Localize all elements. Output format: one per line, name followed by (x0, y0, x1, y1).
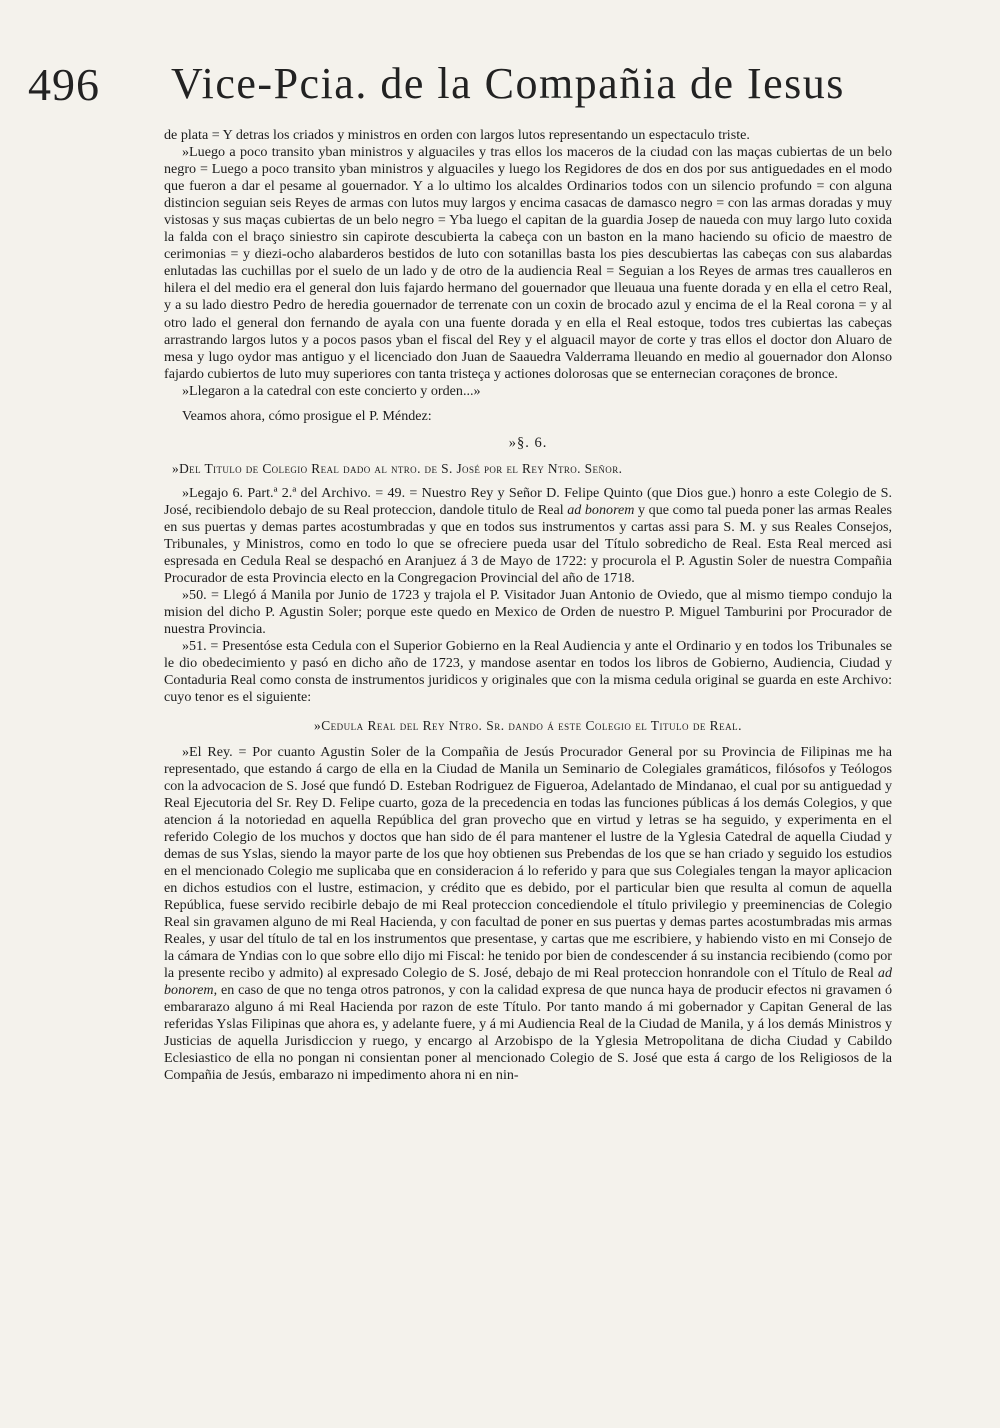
cedula-heading: »Cedula Real del Rey Ntro. Sr. dando á este Colegio el Titulo de Real. (314, 717, 742, 733)
paragraph-continuation: de plata = Y detras los criados y ministros en orden con largos lutos representando un espectaculo triste. (164, 127, 750, 143)
running-title: Vice-Pcia. de la Compañia de Iesus (171, 59, 845, 108)
paragraph-50: »50. = Llegó á Manila por Junio de 1723 y trajola el P. Visitador Juan Antonio de Oviedo, que al mismo tiempo condujo la mision del dicho P. Agustin Soler; porque este quedo en Mexico de Orden de nuestro P. Miguel Tamburini por Procurador de nuestra Provincia. (164, 587, 892, 638)
page-header (28, 58, 928, 128)
paragraph-legajo (164, 485, 892, 587)
section-heading: »Del Titulo de Colegio Real dado al ntro. de S. José por el Rey Ntro. Señor. (172, 460, 623, 476)
paragraph-legajo-text-b: y que como tal pueda poner las armas Reales en sus puertas y demas partes acostumbradas y que en todos sus instrumentos y cartas assi para S. M. y sus Reales Consejos, Tribunales, y Ministros, como en todo lo que se ofreciere pueda usar del Título sobredicho de Real. Esta Real merced asi espresada en Cedula Real se despachó en Aranjuez á 3 de Mayo de 1722: y procurola el P. Agustin Soler de nuestra Compañia Procurador de esta Provincia electo en la Congregacion Provincial del año de 1718. (164, 501, 892, 587)
section-mark: »§. 6. (508, 434, 548, 451)
paragraph-cedula-text-a: »El Rey. = Por cuanto Agustin Soler de la Compañia de Jesús Procurador General por su Provincia de Filipinas me ha representado, que estando á cargo de ella en la Ciudad de Manila un Seminario de Colegiales gramáticos, filósofos y Teólogos con la advocacion de S. José que fundó D. Esteban Rodriguez de Figueroa, Adelantado de Mindanao, el cual por su antiguedad y Real Ejecutoria del Sr. Rey D. Felipe cuarto, goza de la precedencia en todas las funciones públicas á los demás Colegios, y que atencion á la notoriedad en aquella República del gran provecho que en virtud y letras se ha seguido, y experimenta en el referido Colegio de los muchos y doctos que han sido de él para mantener el lustre de la Yglesia Catedral de aquella Ciudad y demas de sus Yslas, siendo la mayor parte de los que hoy obtienen sus Prebendas de los que se han criado y seguido los estudios en el mencionado Colegio me suplicaba que en consideracion á lo referido y para que sus Colegiales tengan la mayor aplicacion en dichos estudios con el lustre, estimacion, y crédito que es debido, por el particular bien que resulta al comun de aquella República, fuese servido recibirle debajo de mi Real proteccion concediendole el título privilegio y preeminencias de Colegio Real sin gravamen alguno de mi Real Hacienda, y con facultad de poner en sus puertas y demas partes acostumbradas mis armas Reales, y usar del título de tal en los instrumentos que presentase, y cartas que me escribiere, y habiendo visto en mi Consejo de la cámara de Yndias con lo que sobre ello dijo mi Fiscal: he tenido por bien de condescender á su instancia recibiendo (como por la presente recibo y admito) al expresado Colegio de S. José, debajo de mi Real proteccion honrandole con el Título de Real (164, 743, 892, 982)
paragraph-mendez-intro: Veamos ahora, cómo prosigue el P. Méndez: (182, 407, 432, 424)
paragraph-cedula-text-b: , en caso de que no tenga otros patronos, y con la calidad expresa de que nunca haya de producir efectos ni gravamen ó embararazo alguno á mi Real Hacienda por razon de este Título. Por tanto mando á mi gobernador y Capitan General de las referidas Yslas Filipinas que ahora es, y adelante fuere, y á mi Audiencia Real de la Ciudad de Manila, y á los demás Ministros y Justicias de aquella Jurisdiccion y ruego, y encargo al Arzobispo de la Yglesia Metropolitana de dicha Ciudad y Cabildo Eclesiastico de ella no pongan ni consientan poner al mencionado Colegio de S. José que esta á cargo de los Religiosos de la Compañia de Jesús, embarazo ni impedimento ahora ni en nin- (164, 982, 892, 1084)
paragraph-legajo-text-a: »Legajo 6. Part.ª 2.ª del Archivo. = 49. = Nuestro Rey y Señor D. Felipe Quinto (que Dios gue.) honro a este Colegio de S. José, recibiendolo debajo de su Real proteccion, dandole titulo de Real (164, 484, 892, 518)
page-number: 496 (28, 59, 100, 110)
paragraph-cedula (164, 744, 892, 1085)
paragraph-51: »51. = Presentóse esta Cedula con el Superior Gobierno en la Real Audiencia y ante el Ordinario y en todos los Tribunales se le dio obedecimiento y pasó en dicho año de 1723, y mandose asentar en todos los libros de Gobierno, Audiencia, Ciudad y Contaduria Real como consta de instrumentos juridicos y originales que con la misma cedula original se guarda en este Archivo: cuyo tenor es el siguiente: (164, 638, 892, 706)
paragraph-legajo-italic: ad bonorem (567, 501, 635, 518)
paragraph-cedula-italic: ad bonorem (164, 965, 892, 999)
paragraph-procession: »Luego a poco transito yban ministros y alguaciles y tras ellos los maceros de la ciudad con las maças cubiertas de un belo negro = Luego a poco transito yban ministros y alguaciles y luego los Regidores de dos en dos por sus antiguedades en el modo que fueron a dar el pesame al gouernador. Y a lo ultimo los alcaldes Ordinarios todos con un silencio profundo = con alguna distincion seguian seis Reyes de armas con lutos muy largos y encima casacas de damasco negro = con las armas doradas y muy vistosas y sus maças cubiertas de un belo negro = Yba luego el capitan de la guardia Josep de naueda con muy largo luto coxida la falda con el braço siniestro sin capirote descubierta la cabeça con un baston en la mano haciendo su oficio de maestro de cerimonias = y diezi-ocho alabarderos bestidos de luto con sotanillas basta los pies descubiertas las cabeças con sus alabardas enlutadas las cuchillas por el suelo de un lado y de otro de la audiencia Real = Seguian a los Reyes de armas tres caualleros en hilera el del medio era el general don luis fajardo hermano del gouernador que lleuaua una fuente dorada y en ella el cetro Real, y a su lado diestro Pedro de heredia gouernador de terrenate con un coxin de brocado azul y encima de el la Real corona = y al otro lado el general don fernando de ayala con una fuente dorada y en ella el Real estoque, todos tres cubiertas las cabeças arrastrando largos lutos y a pocos pasos yban el fiscal del Rey y el alguacil mayor de corte y tras ellos el doctor don Aluaro de mesa y lugo oydor mas antiguo y el licenciado don Juan de Saauedra Valderrama lleuando en medio al gouernador don Alonso fajardo cubiertos de luto muy superiores con tanta tristeça y actiones dolorosas que se enternecian coraçones de bronce. (164, 144, 892, 382)
paragraph-cathedral: »Llegaron a la catedral con este concierto y orden...» (182, 382, 481, 399)
body-text (164, 127, 892, 1084)
